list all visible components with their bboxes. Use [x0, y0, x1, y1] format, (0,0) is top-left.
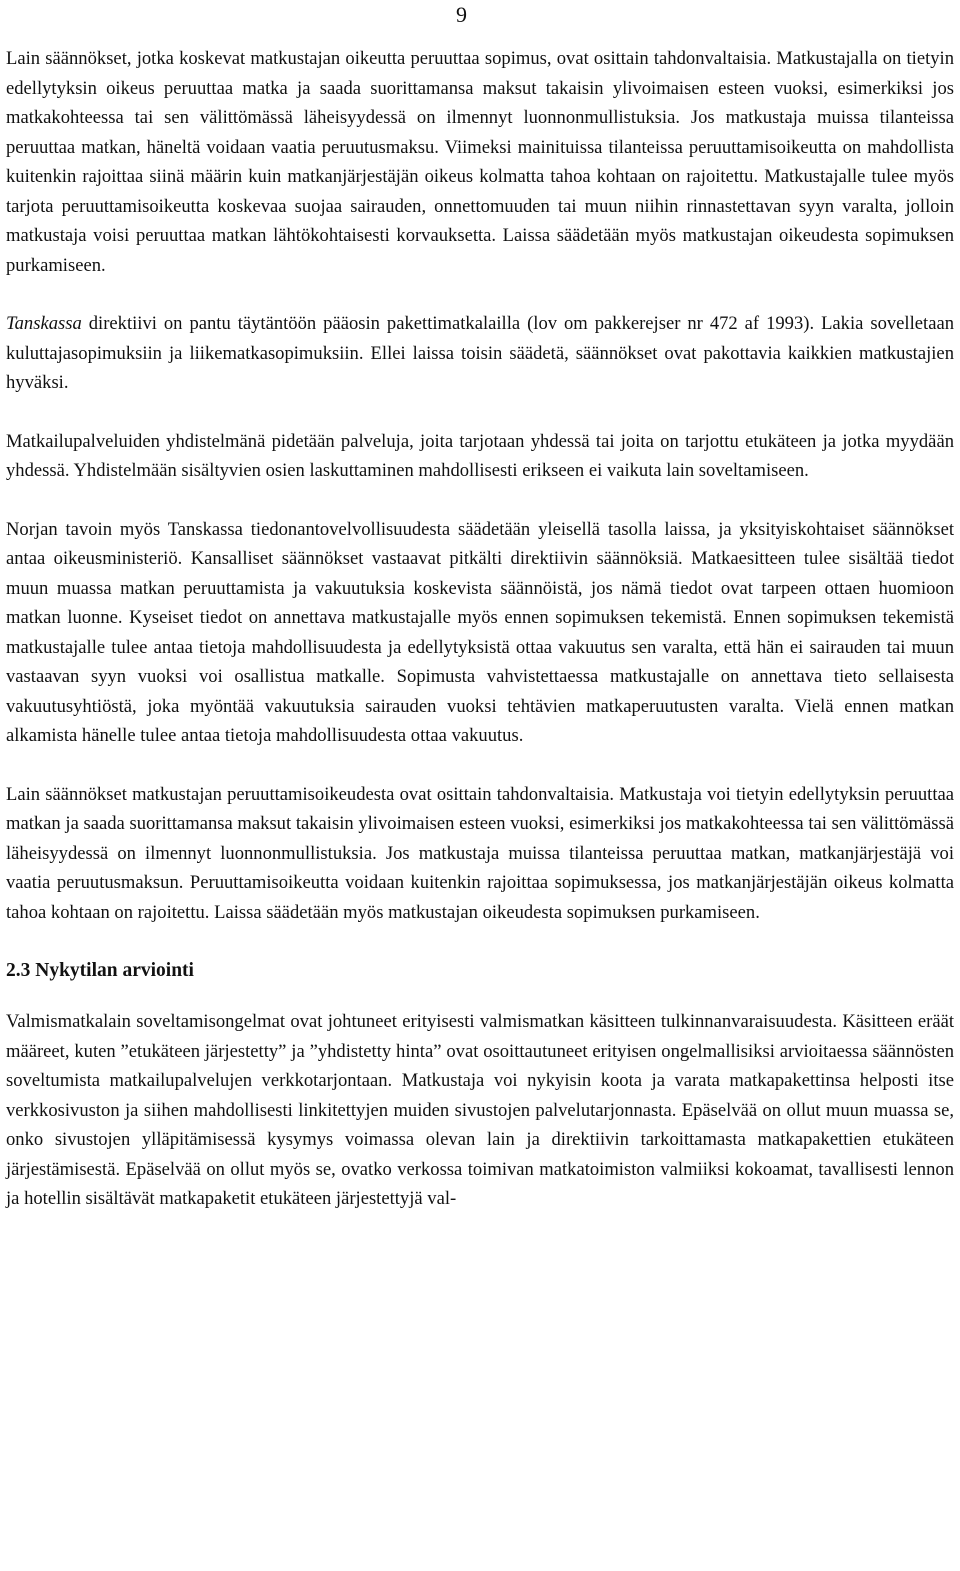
paragraph-denmark-directive [6, 309, 954, 398]
paragraph-cancellation-rights: Lain säännökset matkustajan peruuttamisoikeudesta ovat osittain tahdonvaltaisia. Matkustaja voi tietyin edellytyksin peruuttaa matkan ja saada suorittamansa maksut takaisin ylivoimaisen esteen vuoksi, esimerkiksi jos matkakohteessa tai sen välittömässä läheisyydessä on ilmennyt luonnonmullistuksia. Jos matkustaja muissa tilanteissa peruuttaa matkan, matkanjärjestäjä voi vaatia peruutusmaksun. Peruuttamisoikeutta voidaan kuitenkin rajoittaa sopimuksessa, jos matkanjärjestäjän oikeus kolmatta tahoa kohtaan on rajoitettu. Laissa säädetään myös matkustajan oikeudesta sopimuksen purkamiseen. [6, 783, 954, 923]
paragraph-denmark-directive-text: direktiivi on pantu täytäntöön pääosin pakettimatkalailla (lov om pakkerejser nr 472 af 1993). Lakia sovelletaan kuluttajasopimuksiin ja liikematkasopimuksiin. Ellei laissa toisin säädetä, säännökset ovat pakottavia kaikkien matkustajien hyväksi. [6, 313, 954, 393]
italic-country-name: Tanskassa [6, 313, 82, 334]
document-body [6, 44, 954, 1243]
paragraph-withdrawal-rights: Lain säännökset, jotka koskevat matkustajan oikeutta peruuttaa sopimus, ovat osittain tahdonvaltaisia. Matkustajalla on tietyin edellytyksin oikeus peruuttaa matka ja saada suorittamansa maksut takaisin ylivoimaisen esteen vuoksi, esimerkiksi jos matkakohteessa tai sen välittömässä läheisyydessä on ilmennyt luonnonmullistuksia. Jos matkustaja muissa tilanteissa peruuttaa matkan, häneltä voidaan vaatia peruutusmaksu. Viimeksi mainituissa tilanteissa peruuttamisoikeutta on mahdollista kuitenkin rajoittaa siinä määrin kuin matkanjärjestäjän oikeus kolmatta tahoa kohtaan on rajoitettu. Matkustajalle tulee myös tarjota peruuttamisoikeutta koskevaa suojaa sairauden, onnettomuuden tai muun niihin rinnastettavan syyn varalta, jolloin matkustaja voisi peruuttaa matkan lähtökohtaisesti korvauksetta. Laissa säädetään myös matkustajan oikeudesta sopimuksen purkamiseen. [6, 48, 954, 276]
paragraph-travel-service-combination: Matkailupalveluiden yhdistelmänä pidetään palveluja, joita tarjotaan yhdessä tai joita on tarjottu etukäteen ja jotka myydään yhdessä. Yhdistelmään sisältyvien osien laskuttaminen mahdollisesti erikseen ei vaikuta lain soveltamiseen. [6, 430, 954, 481]
paragraph-information-obligation: Norjan tavoin myös Tanskassa tiedonantovelvollisuudesta säädetään yleisellä tasolla laissa, ja yksityiskohtaiset säännökset antaa oikeusministeriö. Kansalliset säännökset vastaavat pitkälti direktiivin säännöksiä. Matkaesitteen tulee sisältää tiedot muun muassa matkan peruuttamista ja vakuutuksia koskevista säännöistä, jos nämä tiedot ovat tarpeen ottaen huomioon matkan luonne. Kyseiset tiedot on annettava matkustajalle myös ennen sopimuksen tekemistä. Ennen sopimuksen tekemistä matkustajalle tulee antaa tietoja mahdollisuudesta ja edellytyksistä ottaa vakuutus sen varalta, että hän ei sairauden tai muun vastaavan syyn vuoksi voi osallistua matkalle. Sopimusta vahvistettaessa matkustajalle on annettava tieto sellaisesta vakuutusyhtiöstä, joka myöntää vakuutuksia sairauden vuoksi tehtävien matkaperuutusten varalta. Vielä ennen matkan alkamista hänelle tulee antaa tietoja mahdollisuudesta ottaa vakuutus. [6, 518, 954, 746]
paragraph-current-state-assessment: Valmismatkalain soveltamisongelmat ovat johtuneet erityisesti valmismatkan käsitteen tulkinnanvaraisuudesta. Käsitteen eräät määreet, kuten ”etukäteen järjestetty” ja ”yhdistetty hinta” ovat osoittautuneet erityisen ongelmallisiksi arvioitaessa säännösten soveltumista matkailupalvelujen verkkotarjontaan. Matkustaja voi nykyisin koota ja varata matkapakettinsa helposti itse verkkosivuston ja siihen mahdollisesti linkitettyjen muiden sivustojen palvelutarjonnasta. Epäselvää on ollut muun muassa se, onko sivustojen ylläpitämisessä kysymys voimassa olevan lain ja direktiivin tarkoittamasta matkapakettien etukäteen järjestämisestä. Epäselvää on ollut myös se, ovatko verkossa toimivan matkatoimiston valmiiksi kokoamat, tavallisesti lennon ja hotellin sisältävät matkapaketit etukäteen järjestettyjä val- [6, 1011, 954, 1209]
section-heading: 2.3 Nykytilan arviointi [6, 960, 194, 981]
page-number: 9 [456, 2, 467, 27]
